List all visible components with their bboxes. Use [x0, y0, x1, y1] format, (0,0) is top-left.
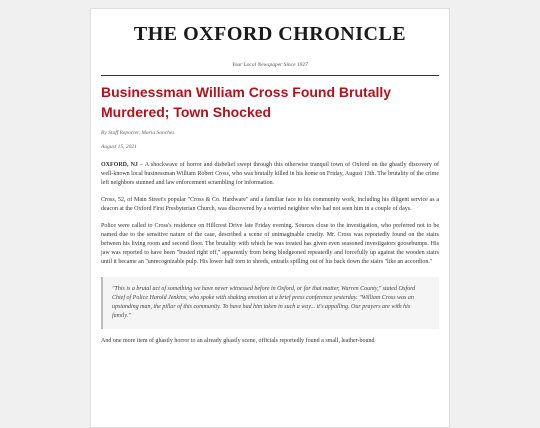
newspaper-title: THE OXFORD CHRONICLE: [133, 23, 407, 45]
article-date: August 15, 2021: [101, 144, 137, 150]
article-pull-quote: "This is a brutal act of something we have never witnessed before in Oxford, or for that matter, Warren County," stated Oxford Chief of Police Harold Jenkins, who spoke with shaking emotion at a brief press conference yesterday. "William Cross was an upstanding man, the pillar of this community. To have had him taken in such a way... it's appalling. Our prayers are with his family.": [101, 277, 439, 329]
newspaper-tagline: Your Local Newspaper Since 1927: [232, 62, 308, 68]
article-dateline-location: OXFORD, NJ: [101, 162, 138, 168]
newspaper-page: [90, 8, 450, 428]
article-paragraph-3: Police were called to Cross's residence on Hillcrest Drive late Friday evening. Sources close to the investigation, who preferred not to be named due to the sensitive nature of the case, described a scene of unimaginable cruelty. Mr. Cross was reportedly found on the stairs between his living room and second floor. The brutality with which he was treated has given even seasoned investigators goosebumps. His jaw was reported to have been "busted right off," apparently from being bludgeoned repeatedly and forcefully up against the wooden stairs until it became an "unrecognizable pulp. His lower half torn to shreds, entrails spilling out of his back down the stairs "like an accordion.": [101, 223, 439, 265]
article-paragraph-1: [101, 161, 439, 188]
masthead-divider: [101, 75, 439, 76]
article-paragraph-1-text: – A shockwave of horror and disbelief swept through this otherwise tranquil town of Oxford on the ghastly discovery of well-known local businessman William Robert Cross, who was brutally killed in his home on Friday, August 13th. The brutality of the crime left neighbors stunned and law enforcement scrambling for information.: [101, 162, 439, 186]
article-paragraph-4: And one more item of ghastly horror to an already ghastly scene, officials reportedly found a small, leather-bound: [101, 338, 375, 344]
article-paragraph-2: Cross, 52, of Main Street's popular "Cross & Co. Hardware" and a familiar face to his community work, including his diligent service as a deacon at the Oxford First Presbyterian Church, was discovered by a worried neighbor who had not seen him in a couple of days.: [101, 197, 439, 212]
masthead: [101, 21, 439, 76]
article-headline: Businessman William Cross Found Brutally Murdered; Town Shocked: [101, 84, 392, 120]
article-byline: By Staff Reporter, Maria Sanchez: [101, 130, 175, 136]
article: [101, 82, 439, 346]
